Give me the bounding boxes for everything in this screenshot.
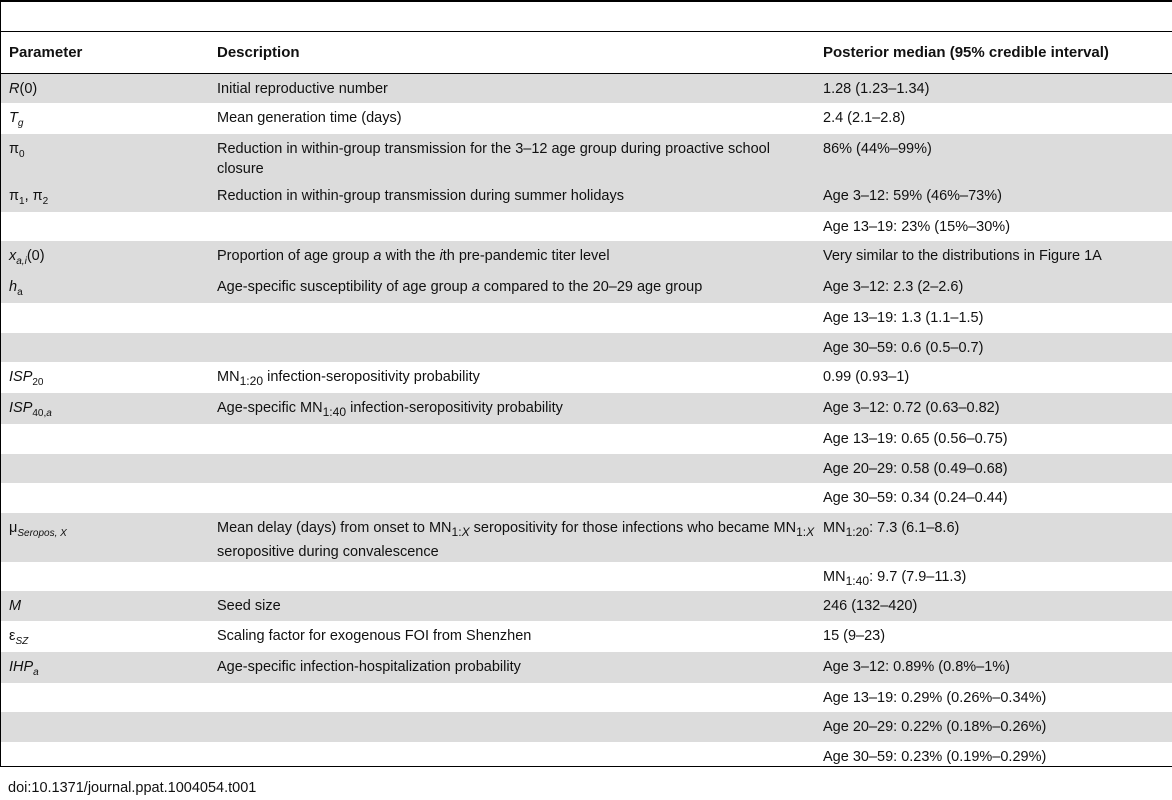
cell-description: Mean delay (days) from onset to $MN_{1:X}$ seropositivity for those infections who became $MN_{1:X}$ seropositive during convalescence	[209, 513, 815, 562]
table-row	[1, 621, 1172, 652]
cell-posterior: Age 13–19: 1.3 (1.1–1.5)	[823, 310, 984, 327]
table-row	[1, 181, 1172, 212]
cell-posterior: $MN_{1:40}$: 9.7 (7.9–11.3)	[823, 568, 967, 588]
cell-posterior: 246 (132–420)	[815, 591, 1172, 621]
cell-parameter	[1, 333, 209, 363]
cell-description: Age-specific $MN_{1:40}$ infection-seropositivity probability	[209, 393, 815, 424]
cell-description: Seed size	[209, 591, 815, 621]
cell-posterior: Age 3–12: 0.72 (0.63–0.82)	[815, 393, 1172, 424]
cell-parameter: $\pi_1$, $\pi_2$	[1, 181, 209, 212]
cell-description: Initial reproductive number	[209, 74, 815, 104]
cell-parameter: $\pi_0$	[1, 134, 209, 181]
cell-parameter: $IHP_a$	[1, 652, 209, 683]
parameter-table	[1, 32, 1172, 772]
table-row	[1, 272, 1172, 303]
cell-parameter	[1, 454, 209, 484]
cell-description: Scaling factor for exogenous FOI from Shenzhen	[217, 628, 532, 645]
table-row	[1, 652, 1172, 683]
cell-parameter: $x_{a,i}(0)$	[1, 241, 209, 272]
cell-description	[209, 454, 815, 484]
cell-posterior: 2.4 (2.1–2.8)	[823, 110, 906, 127]
table-row	[1, 362, 1172, 393]
cell-description	[209, 483, 815, 513]
cell-parameter: $ISP_{40,a}$	[1, 393, 209, 424]
cell-parameter: $ISP_{20}$	[9, 369, 44, 389]
cell-parameter: $\mu_{Seropos, X}$	[1, 513, 209, 562]
table-row	[1, 333, 1172, 363]
header-posterior: Posterior median (95% credible interval)	[815, 32, 1172, 74]
table-row	[1, 712, 1172, 742]
cell-posterior: Age 13–19: 0.29% (0.26%–0.34%)	[823, 689, 1047, 706]
cell-posterior: Age 20–29: 0.22% (0.18%–0.26%)	[815, 712, 1172, 742]
cell-description: Age-specific susceptibility of age group a compared to the 20–29 age group	[209, 272, 815, 303]
cell-description	[209, 712, 815, 742]
cell-parameter	[1, 303, 209, 333]
cell-posterior: Age 3–12: 2.3 (2–2.6)	[815, 272, 1172, 303]
table-row	[1, 241, 1172, 272]
cell-parameter	[1, 712, 209, 742]
cell-parameter: $h_a$	[1, 272, 209, 303]
cell-posterior: Age 3–12: 0.89% (0.8%–1%)	[815, 652, 1172, 683]
table-row	[1, 134, 1172, 181]
cell-parameter	[1, 424, 209, 454]
cell-parameter: $T_g$	[9, 110, 24, 129]
cell-posterior: Age 30–59: 0.34 (0.24–0.44)	[823, 490, 1008, 507]
cell-parameter: M	[1, 591, 209, 621]
cell-description: Age-specific infection-hospitalization probability	[209, 652, 815, 683]
cell-posterior: Very similar to the distributions in Figure 1A	[815, 241, 1172, 272]
cell-description	[209, 303, 815, 333]
cell-parameter: $\varepsilon_{SZ}$	[9, 628, 29, 647]
cell-description	[209, 212, 815, 242]
table-row	[1, 212, 1172, 242]
cell-posterior: $MN_{1:20}$: 7.3 (6.1–8.6)	[815, 513, 1172, 562]
cell-posterior: Age 30–59: 0.23% (0.19%–0.29%)	[823, 749, 1047, 766]
header-parameter: Parameter	[1, 32, 209, 74]
cell-parameter	[1, 683, 209, 713]
cell-description: Reduction in within-group transmission for the 3–12 age group during proactive school closure	[209, 134, 815, 181]
cell-parameter	[1, 212, 209, 242]
cell-posterior: Age 13–19: 0.65 (0.56–0.75)	[823, 431, 1008, 448]
cell-parameter	[1, 742, 209, 772]
table-row	[1, 393, 1172, 424]
cell-description: Reduction in within-group transmission during summer holidays	[209, 181, 815, 212]
cell-posterior: Age 13–19: 23% (15%–30%)	[823, 218, 1011, 235]
cell-description	[209, 333, 815, 363]
table-row	[1, 424, 1172, 454]
cell-description: Mean generation time (days)	[217, 110, 402, 127]
table-header-row	[1, 32, 1172, 74]
table-row	[1, 683, 1172, 713]
cell-description: $MN_{1:20}$ infection-seropositivity probability	[217, 369, 480, 389]
table-row	[1, 454, 1172, 484]
table-row	[1, 742, 1172, 772]
table-row	[1, 103, 1172, 134]
table-row	[1, 591, 1172, 621]
bottom-rule	[0, 766, 1172, 767]
cell-posterior: Age 20–29: 0.58 (0.49–0.68)	[815, 454, 1172, 484]
cell-parameter: R(0)	[1, 74, 209, 104]
cell-description: Proportion of age group a with the ith pre-pandemic titer level	[209, 241, 815, 272]
cell-posterior: 0.99 (0.93–1)	[823, 369, 910, 386]
table-row	[1, 513, 1172, 562]
cell-description	[209, 562, 815, 592]
cell-description	[209, 683, 815, 713]
cell-parameter	[1, 562, 209, 592]
table-row	[1, 483, 1172, 513]
table-row	[1, 303, 1172, 333]
table-row	[1, 74, 1172, 104]
table-row	[1, 562, 1172, 592]
cell-posterior: Age 30–59: 0.6 (0.5–0.7)	[815, 333, 1172, 363]
cell-description	[209, 424, 815, 454]
cell-posterior: Age 3–12: 59% (46%–73%)	[815, 181, 1172, 212]
cell-posterior: 86% (44%–99%)	[815, 134, 1172, 181]
cell-parameter	[1, 483, 209, 513]
cell-description	[209, 742, 815, 772]
cell-posterior: 15 (9–23)	[823, 628, 886, 645]
doi-label: doi:10.1371/journal.ppat.1004054.t001	[8, 780, 257, 796]
table-caption-area	[1, 2, 1172, 32]
header-description: Description	[209, 32, 815, 74]
cell-posterior: 1.28 (1.23–1.34)	[815, 74, 1172, 104]
